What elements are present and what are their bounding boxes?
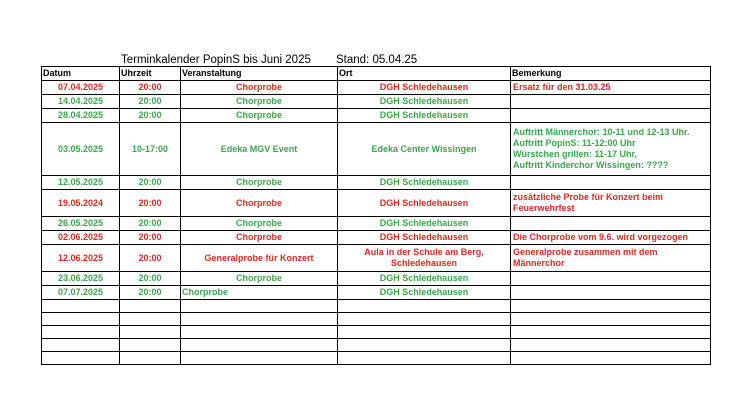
time-cell: 20:00: [120, 245, 181, 272]
date-cell: 07.04.2025: [42, 81, 120, 95]
note-cell: [511, 123, 711, 176]
event-cell: Chorprobe: [181, 95, 338, 109]
event-cell: Edeka MGV Event: [181, 123, 338, 176]
empty-row: [42, 352, 711, 365]
date-cell: 26.05.2025: [42, 217, 120, 231]
place-cell: DGH Schledehausen: [338, 272, 511, 286]
note-cell: [511, 217, 711, 231]
date-cell: 19.05.2024: [42, 190, 120, 217]
date-cell: 28.04.2025: [42, 109, 120, 123]
table-row: [42, 123, 711, 176]
event-cell: Generalprobe für Konzert: [181, 245, 338, 272]
time-cell: 20:00: [120, 272, 181, 286]
table-row: [42, 286, 711, 300]
place-cell: DGH Schledehausen: [338, 231, 511, 245]
place-cell: DGH Schledehausen: [338, 217, 511, 231]
event-cell: Chorprobe: [181, 217, 338, 231]
stand-date: Stand: 05.04.25: [336, 54, 418, 66]
empty-cell: [338, 352, 511, 365]
note-line: Die Chorprobe vom 9.6. wird vorgezogen: [513, 232, 689, 242]
event-cell: Chorprobe: [181, 286, 338, 300]
time-cell: 20:00: [120, 81, 181, 95]
time-cell: 20:00: [120, 95, 181, 109]
empty-cell: [181, 352, 338, 365]
date-cell: 12.06.2025: [42, 245, 120, 272]
note-line: Männerchor: [513, 258, 565, 268]
event-cell: Chorprobe: [181, 231, 338, 245]
time-cell: 20:00: [120, 109, 181, 123]
date-cell: 02.06.2025: [42, 231, 120, 245]
note-line: Generalprobe zusammen mit dem: [513, 247, 658, 257]
note-line: Würstchen grillen: 11-17 Uhr,: [513, 149, 638, 159]
time-cell: 20:00: [120, 176, 181, 190]
table-row: [42, 109, 711, 123]
table-row: [42, 176, 711, 190]
note-cell: [511, 176, 711, 190]
empty-cell: [42, 300, 120, 313]
empty-cell: [120, 326, 181, 339]
column-header-veranstaltung: Veranstaltung: [181, 67, 338, 81]
empty-row: [42, 300, 711, 313]
column-header-ort: Ort: [338, 67, 511, 81]
time-cell: 20:00: [120, 231, 181, 245]
empty-cell: [511, 313, 711, 326]
note-line: Auftritt PopinS: 11-12:00 Uhr: [513, 138, 636, 148]
note-cell: [511, 272, 711, 286]
empty-cell: [42, 326, 120, 339]
empty-cell: [181, 300, 338, 313]
empty-cell: [338, 326, 511, 339]
table-row: [42, 81, 711, 95]
place-cell: DGH Schledehausen: [338, 176, 511, 190]
place-cell: Edeka Center Wissingen: [338, 123, 511, 176]
empty-cell: [181, 313, 338, 326]
place-cell: [338, 245, 511, 272]
table-row: [42, 272, 711, 286]
empty-cell: [511, 300, 711, 313]
column-header-uhrzeit: Uhrzeit: [120, 67, 181, 81]
note-line: zusätzliche Probe für Konzert beim: [513, 192, 664, 202]
event-cell: Chorprobe: [181, 190, 338, 217]
schedule-table: [41, 66, 711, 365]
note-cell: [511, 95, 711, 109]
note-cell: [511, 81, 711, 95]
time-cell: 10-17:00: [120, 123, 181, 176]
note-cell: [511, 109, 711, 123]
empty-cell: [120, 352, 181, 365]
empty-cell: [120, 300, 181, 313]
place-line: Aula in der Schule am Berg,: [364, 247, 484, 257]
note-line: Auftritt Männerchor: 10-11 und 12-13 Uhr.: [513, 127, 690, 137]
table-header-row: [42, 67, 711, 81]
table-row: [42, 190, 711, 217]
empty-row: [42, 326, 711, 339]
place-cell: DGH Schledehausen: [338, 95, 511, 109]
note-cell: [511, 190, 711, 217]
empty-cell: [511, 339, 711, 352]
table-row: [42, 231, 711, 245]
empty-cell: [42, 339, 120, 352]
empty-cell: [338, 313, 511, 326]
place-cell: DGH Schledehausen: [338, 286, 511, 300]
date-cell: 14.04.2025: [42, 95, 120, 109]
event-cell: Chorprobe: [181, 176, 338, 190]
event-cell: Chorprobe: [181, 109, 338, 123]
place-cell: DGH Schledehausen: [338, 190, 511, 217]
empty-cell: [181, 326, 338, 339]
empty-cell: [338, 339, 511, 352]
time-cell: 20:00: [120, 217, 181, 231]
empty-cell: [120, 339, 181, 352]
table-row: [42, 245, 711, 272]
place-cell: DGH Schledehausen: [338, 109, 511, 123]
time-cell: 20:00: [120, 190, 181, 217]
date-cell: 03.05.2025: [42, 123, 120, 176]
empty-cell: [42, 313, 120, 326]
note-line: Ersatz für den 31.03.25: [513, 82, 611, 92]
table-row: [42, 217, 711, 231]
empty-cell: [120, 313, 181, 326]
place-line: Schledehausen: [390, 258, 458, 268]
empty-row: [42, 313, 711, 326]
table-row: [42, 95, 711, 109]
date-cell: 12.05.2025: [42, 176, 120, 190]
column-header-datum: Datum: [42, 67, 120, 81]
empty-cell: [338, 300, 511, 313]
empty-cell: [511, 352, 711, 365]
event-cell: Chorprobe: [181, 81, 338, 95]
empty-cell: [511, 326, 711, 339]
column-header-bemerkung: Bemerkung: [511, 67, 711, 81]
empty-cell: [181, 339, 338, 352]
place-cell: DGH Schledehausen: [338, 81, 511, 95]
empty-row: [42, 339, 711, 352]
event-cell: Chorprobe: [181, 272, 338, 286]
empty-cell: [42, 352, 120, 365]
note-line: Auftritt Kinderchor Wissingen: ????: [513, 160, 669, 170]
note-cell: [511, 245, 711, 272]
date-cell: 23.06.2025: [42, 272, 120, 286]
note-cell: [511, 286, 711, 300]
note-cell: [511, 231, 711, 245]
calendar-title: Terminkalender PopinS bis Juni 2025: [121, 54, 311, 66]
note-line: Feuerwehrfest: [513, 203, 575, 213]
time-cell: 20:00: [120, 286, 181, 300]
date-cell: 07.07.2025: [42, 286, 120, 300]
